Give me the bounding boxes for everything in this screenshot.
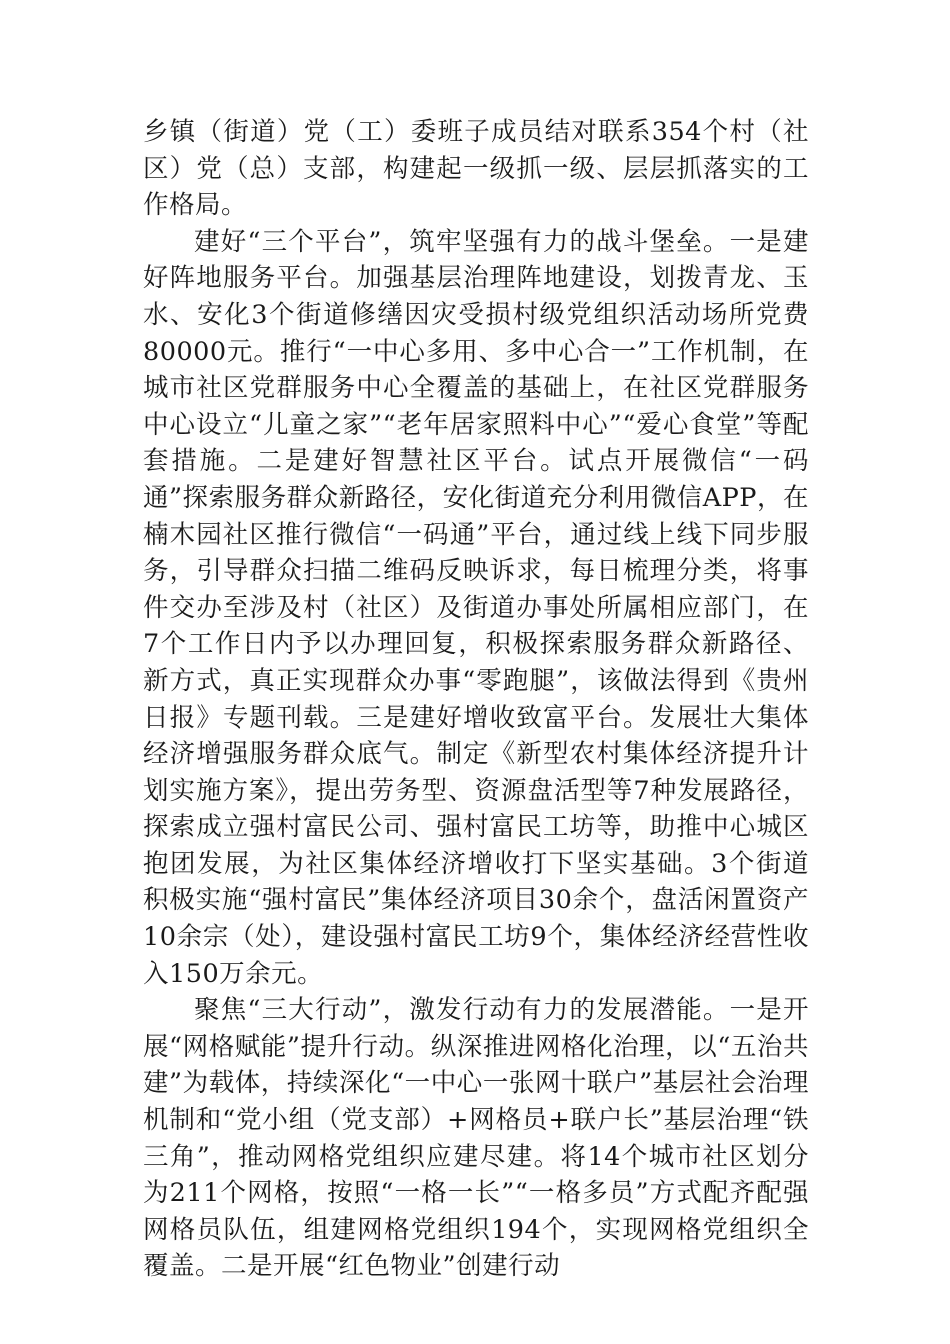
paragraph-three-platforms: 建好“三个平台”，筑牢坚强有力的战斗堡垒。一是建好阵地服务平台。加强基层治理阵地建设，划拨青龙、玉水、安化3个街道修缮因灾受损村级党组织活动场所党费80000元。推行“一中心多用、多中心合一”工作机制，在城市社区党群服务中心全覆盖的基础上，在社区党群服务中心设立“儿童之家”“老年居家照料中心”“爱心食堂”等配套措施。二是建好智慧社区平台。试点开展微信“一码通”探索服务群众新路径，安化街道充分利用微信APP，在楠木园社区推行微信“一码通”平台，通过线上线下同步服务，引导群众扫描二维码反映诉求，每日梳理分类，将事件交办至涉及村（社区）及街道办事处所属相应部门，在7个工作日内予以办理回复，积极探索服务群众新路径、新方式，真正实现群众办事“零跑腿”，该做法得到《贵州日报》专题刊载。三是建好增收致富平台。发展壮大集体经济增强服务群众底气。制定《新型农村集体经济提升计划实施方案》，提出劳务型、资源盘活型等7种发展路径，探索成立强村富民公司、强村富民工坊等，助推中心城区抱团发展，为社区集体经济增收打下坚实基础。3个街道积极实施“强村富民”集体经济项目30余个，盘活闲置资产10余宗（处），建设强村富民工坊9个，集体经济经营性收入150万余元。 bbox=[143, 226, 809, 989]
document-body bbox=[143, 114, 809, 1285]
paragraph-continuation: 乡镇（街道）党（工）委班子成员结对联系354个村（社区）党（总）支部，构建起一级抓一级、层层抓落实的工作格局。 bbox=[143, 117, 809, 221]
paragraph-three-actions: 聚焦“三大行动”，激发行动有力的发展潜能。一是开展“网格赋能”提升行动。纵深推进网格化治理，以“五治共建”为载体，持续深化“一中心一张网十联户”基层社会治理机制和“党小组（党支部）+网格员+联户长”基层治理“铁三角”，推动网格党组织应建尽建。将14个城市社区划分为211个网格，按照“一格一长”“一格多员”方式配齐配强网格员队伍，组建网格党组织194个，实现网格党组织全覆盖。二是开展“红色物业”创建行动 bbox=[143, 995, 809, 1282]
